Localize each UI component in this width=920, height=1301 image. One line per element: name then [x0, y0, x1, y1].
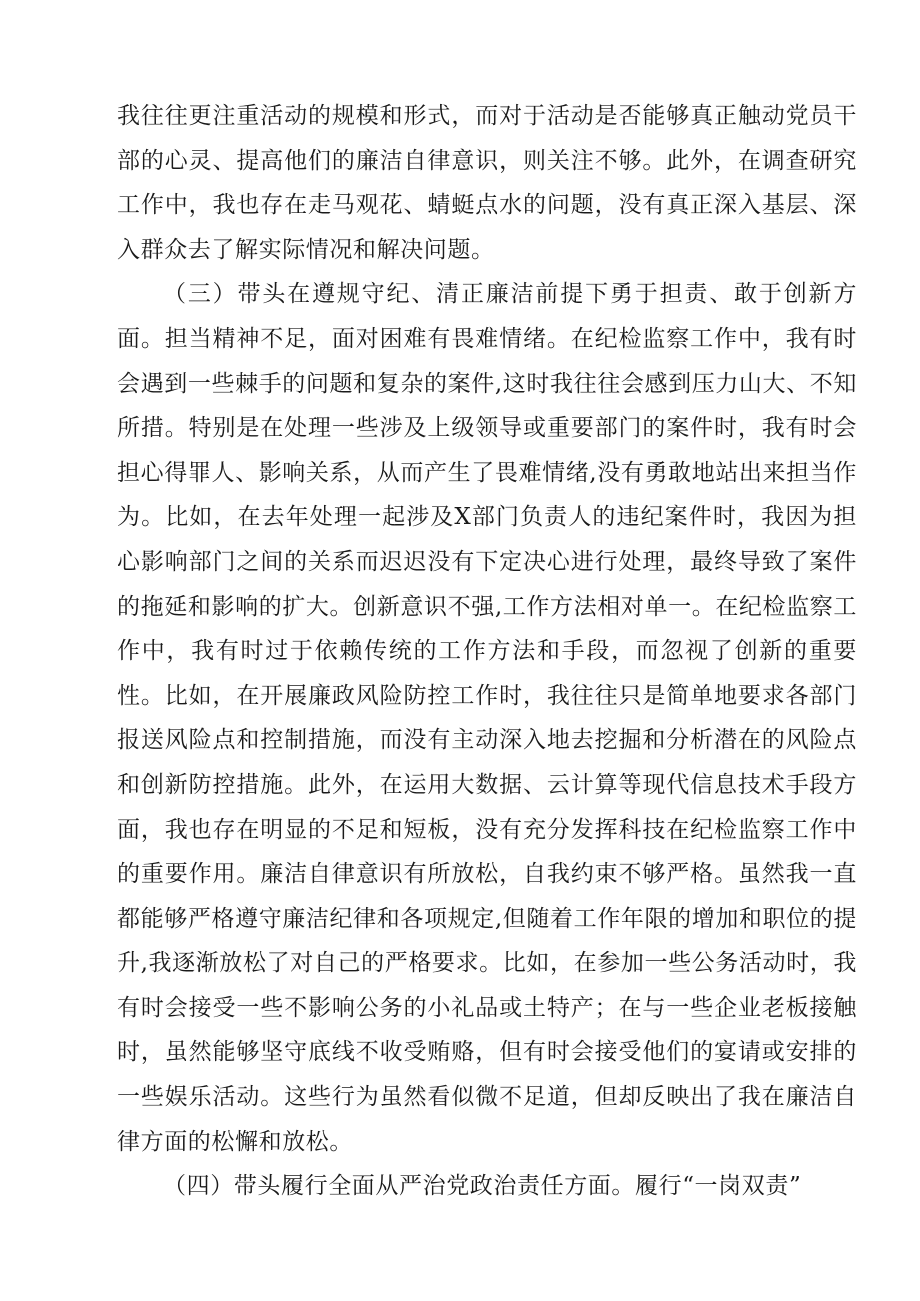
document-body: [117, 94, 857, 1209]
paragraph-section-three: （三）带头在遵规守纪、清正廉洁前提下勇于担责、敢于创新方面。担当精神不足，面对困难有畏难情绪。在纪检监察工作中，我有时会遇到一些棘手的问题和复杂的案件,这时我往往会感到压力山大、不知所措。特别是在处理一些涉及上级领导或重要部门的案件时，我有时会担心得罪人、影响关系，从而产生了畏难情绪,没有勇敢地站出来担当作为。比如，在去年处理一起涉及X部门负责人的违纪案件时，我因为担心影响部门之间的关系而迟迟没有下定决心进行处理，最终导致了案件的拖延和影响的扩大。创新意识不强,工作方法相对单一。在纪检监察工作中，我有时过于依赖传统的工作方法和手段，而忽视了创新的重要性。比如，在开展廉政风险防控工作时，我往往只是简单地要求各部门报送风险点和控制措施，而没有主动深入地去挖掘和分析潜在的风险点和创新防控措施。此外，在运用大数据、云计算等现代信息技术手段方面，我也存在明显的不足和短板，没有充分发挥科技在纪检监察工作中的重要作用。廉洁自律意识有所放松，自我约束不够严格。虽然我一直都能够严格遵守廉洁纪律和各项规定,但随着工作年限的增加和职位的提升,我逐渐放松了对自己的严格要求。比如，在参加一些公务活动时，我有时会接受一些不影响公务的小礼品或土特产；在与一些企业老板接触时，虽然能够坚守底线不收受贿赂，但有时会接受他们的宴请或安排的一些娱乐活动。这些行为虽然看似微不足道，但却反映出了我在廉洁自律方面的松懈和放松。: [117, 281, 857, 1155]
paragraph-continuation: 我往往更注重活动的规模和形式，而对于活动是否能够真正触动党员干部的心灵、提高他们的廉洁自律意识，则关注不够。此外，在调查研究工作中，我也存在走马观花、蜻蜓点水的问题，没有真正深入基层、深入群众去了解实际情况和解决问题。: [117, 103, 857, 263]
paragraph-section-four: （四）带头履行全面从严治党政治责任方面。履行“一岗双责”: [163, 1173, 802, 1200]
